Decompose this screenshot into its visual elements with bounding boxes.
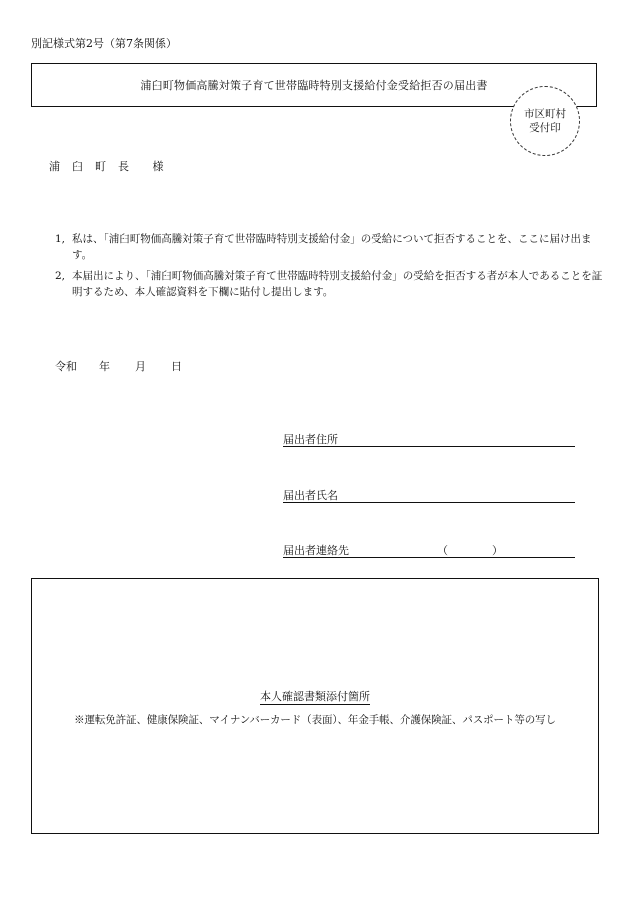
address-field[interactable] bbox=[283, 431, 575, 447]
date-month: 月 bbox=[135, 360, 146, 373]
paragraph-2 bbox=[55, 268, 603, 300]
paragraph-1 bbox=[55, 231, 603, 263]
form-reference: 別記様式第2号（第7条関係） bbox=[31, 37, 177, 50]
contact-label: 届出者連絡先 bbox=[283, 544, 349, 557]
id-document-attachment-box bbox=[31, 578, 599, 834]
paragraph-number: 1, bbox=[55, 233, 66, 245]
date-year: 年 bbox=[99, 360, 110, 373]
paragraph-text: 私は、「浦臼町物価高騰対策子育て世帯臨時特別支援給付金」の受給について拒否することを、ここに届け出ます。 bbox=[72, 233, 592, 261]
id-box-label-wrap bbox=[32, 688, 598, 704]
paragraph-number: 2, bbox=[55, 270, 66, 282]
date-line bbox=[55, 358, 182, 374]
date-era: 令和 bbox=[55, 360, 77, 373]
addressee: 浦 臼 町 長 様 bbox=[49, 160, 164, 173]
paragraph-text: 本届出により、「浦臼町物価高騰対策子育て世帯臨時特別支援給付金」の受給を拒否する者が本人であることを証明するため、本人確認資料を下欄に貼付し提出します。 bbox=[72, 270, 603, 298]
id-box-note: ※運転免許証、健康保険証、マイナンバーカード（表面）、年金手帳、介護保険証、パスポート等の写し bbox=[74, 714, 556, 726]
stamp-label-line2: 受付印 bbox=[529, 122, 561, 134]
title-box bbox=[31, 63, 597, 107]
reception-stamp-circle bbox=[510, 86, 580, 156]
address-label: 届出者住所 bbox=[283, 433, 338, 446]
contact-phone-parentheses: （ ） bbox=[437, 544, 503, 557]
contact-field[interactable] bbox=[283, 542, 575, 558]
id-box-label: 本人確認書類添付箇所 bbox=[260, 690, 370, 703]
stamp-label-line1: 市区町村 bbox=[524, 108, 566, 120]
name-field[interactable] bbox=[283, 487, 575, 503]
document-title: 浦臼町物価高騰対策子育て世帯臨時特別支援給付金受給拒否の届出書 bbox=[140, 79, 488, 92]
name-label: 届出者氏名 bbox=[283, 489, 338, 502]
date-day: 日 bbox=[171, 360, 182, 373]
